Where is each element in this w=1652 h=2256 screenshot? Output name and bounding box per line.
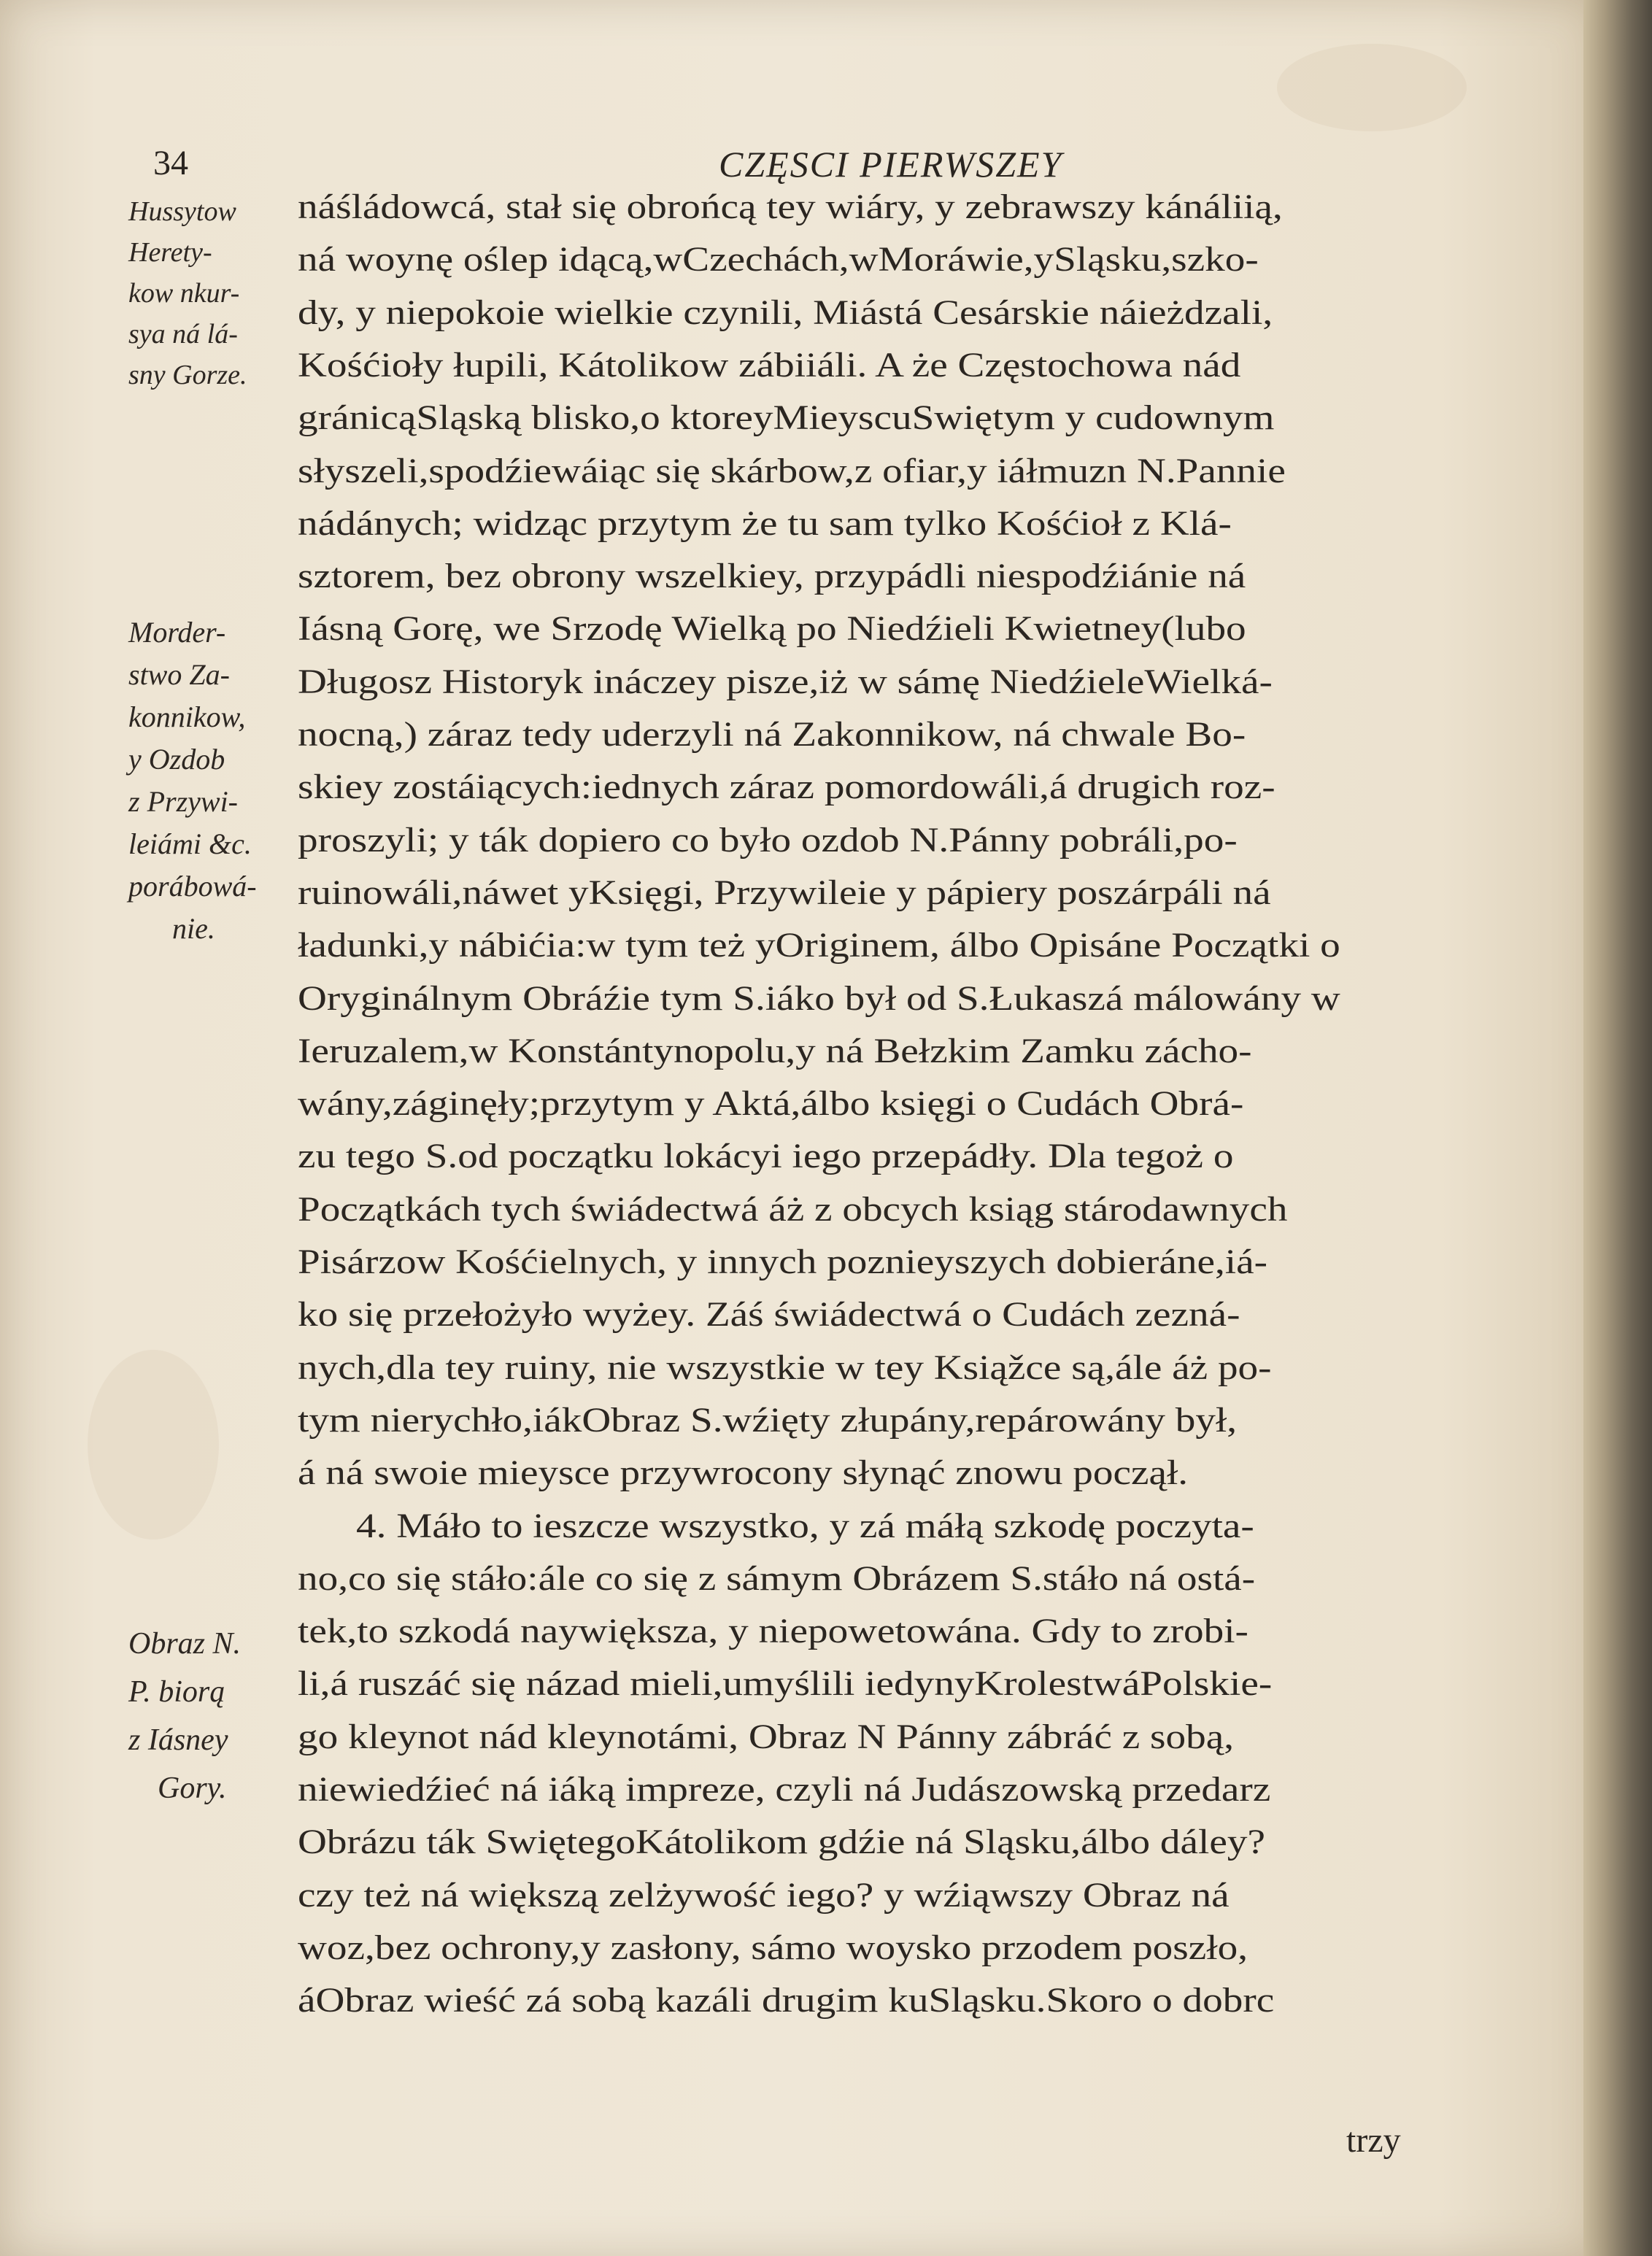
text-line: nocną,) záraz tedy uderzyli ná Zakonnikow, ná chwale Bo- (298, 715, 1246, 754)
margin-note-hussites (128, 191, 318, 395)
text-line: sztorem, bez obrony wszelkiey, przypádli niespodźiánie ná (298, 557, 1246, 596)
text-line: czy też ná większą zelżywość iego? y wźiąwszy Obraz ná (298, 1875, 1230, 1915)
margin-note-line: Hussytow (128, 196, 236, 227)
text-line: ładunki,y nábićia:w tym też yOriginem, álbo Opisáne Początki o (298, 926, 1340, 965)
text-line: náśládowcá, stał się obrońcą tey wiáry, y zebrawszy kánáliią, (298, 188, 1283, 226)
margin-note-line: Gory. (158, 1772, 227, 1805)
margin-note-line: konnikow, (128, 700, 246, 733)
margin-note-image-taken (128, 1620, 318, 1812)
text-line: tek,to szkodá naywiększa, y niepowetowána. Gdy to zrobi- (298, 1612, 1248, 1651)
margin-note-line: stwo Za- (128, 658, 230, 691)
text-line: Iásną Gorę, we Srzodę Wielką po Niedźieli Kwietney(lubo (298, 609, 1246, 649)
margin-note-line: porábowá- (128, 870, 257, 903)
text-line: Kośćioły łupili, Kátolikow zábiiáli. A że Częstochowa nád (298, 345, 1241, 385)
text-line: Pisárzow Kośćielnych, y innych poznieyszych dobieráne,iá- (298, 1243, 1267, 1281)
margin-note-line: nie. (172, 912, 215, 945)
text-line: Początkách tych świádectwá áż z obcych ksiąg stárodawnych (298, 1189, 1288, 1229)
text-line: 4. Máło to ieszcze wszystko, y zá máłą szkodę poczyta- (356, 1506, 1254, 1545)
margin-note-murder (128, 611, 318, 950)
catchword: trzy (1346, 2121, 1401, 2160)
margin-note-line: P. biorą (128, 1675, 225, 1709)
text-line: á ná swoie mieysce przywrocony słynąć znowu począł. (298, 1453, 1189, 1493)
text-line: Oryginálnym Obráźie tym S.iáko był od S.Łukaszá málowány w (298, 978, 1340, 1018)
text-line: proszyli; y ták dopiero co było ozdob N.Pánny pobráli,po- (298, 820, 1238, 859)
text-line: zu tego S.od początku lokácyi iego przepádły. Dla tegoż o (298, 1137, 1234, 1176)
text-line: skiey zostáiących:iednych záraz pomordowáli,á drugich roz- (298, 768, 1275, 807)
margin-note-line: Morder- (128, 616, 226, 649)
margin-note-line: y Ozdob (128, 743, 225, 776)
text-line: Ieruzalem,w Konstántynopolu,y ná Bełzkim Zamku zácho- (298, 1031, 1252, 1070)
text-line: no,co się stáło:ále co się z sámym Obrázem S.stáło ná ostá- (298, 1558, 1256, 1598)
text-line: nych,dla tey ruiny, nie wszystkie w tey Ksiąžce są,ále áż po- (298, 1348, 1272, 1387)
text-line: Długosz Historyk ináczey pisze,iż w sámę NiedźieleWielká- (298, 662, 1273, 701)
text-line: woz,bez ochrony,y zasłony, sámo woysko przodem poszło, (298, 1928, 1248, 1967)
text-line: niewiedźieć ná iáką impreze, czyli ná Judászowską przedarz (298, 1770, 1271, 1809)
text-line: wány,záginęły;przytym y Aktá,álbo księgi o Cudách Obrá- (298, 1084, 1244, 1124)
margin-note-line: Herety- (128, 237, 212, 268)
paper-stain (1277, 44, 1467, 131)
margin-note-line: z Przywi- (128, 785, 238, 818)
text-line: áObraz wieść zá sobą kazáli drugim kuSląsku.Skoro o dobrc (298, 1981, 1275, 2020)
text-line: ko się przełożyło wyżey. Záś świádectwá o Cudách zezná- (298, 1295, 1240, 1334)
margin-note-line: kow nkur- (128, 278, 240, 309)
text-line: ruinowáli,náwet yKsięgi, Przywileie y pápiery poszárpáli ná (298, 873, 1271, 912)
page-number: 34 (153, 144, 188, 182)
margin-note-line: Obraz N. (128, 1627, 242, 1661)
text-line: nádánych; widząc przytym że tu sam tylko Kośćioł z Klá- (298, 503, 1232, 543)
text-line: go kleynot nád kleynotámi, Obraz N Pánny zábráć z sobą, (298, 1717, 1235, 1756)
margin-note-line: z Iásney (128, 1723, 228, 1757)
text-line: dy, y niepokoie wielkie czynili, Miástá Cesárskie náieżdzali, (298, 293, 1273, 332)
margin-note-line: leiámi &c. (128, 827, 252, 860)
text-line: słyszeli,spodźiewáiąc się skárbow,z ofiar,y iáłmuzn N.Pannie (298, 451, 1286, 490)
text-line: Obrázu ták SwiętegoKátolikom gdźie ná Sląsku,álbo dáley? (298, 1823, 1265, 1862)
text-line: ná woynę oślep idącą,wCzechách,wMoráwie,ySląsku,szko- (298, 240, 1259, 279)
paper-stain (88, 1350, 219, 1540)
margin-note-line: sny Gorze. (128, 360, 247, 390)
running-head: CZĘSCI PIERWSZEY (719, 144, 1063, 185)
text-line: tym nierychło,iákObraz S.wźięty złupány,repárowány był, (298, 1400, 1238, 1440)
margin-note-line: sya ná lá- (128, 319, 238, 349)
text-line: li,á ruszáć się názad mieli,umyślili iedynyKrolestwáPolskie- (298, 1664, 1273, 1704)
book-spine-edge (1583, 0, 1652, 2256)
text-line: gránicąSląską blisko,o ktoreyMieyscuSwiętym y cudownym (298, 398, 1275, 438)
